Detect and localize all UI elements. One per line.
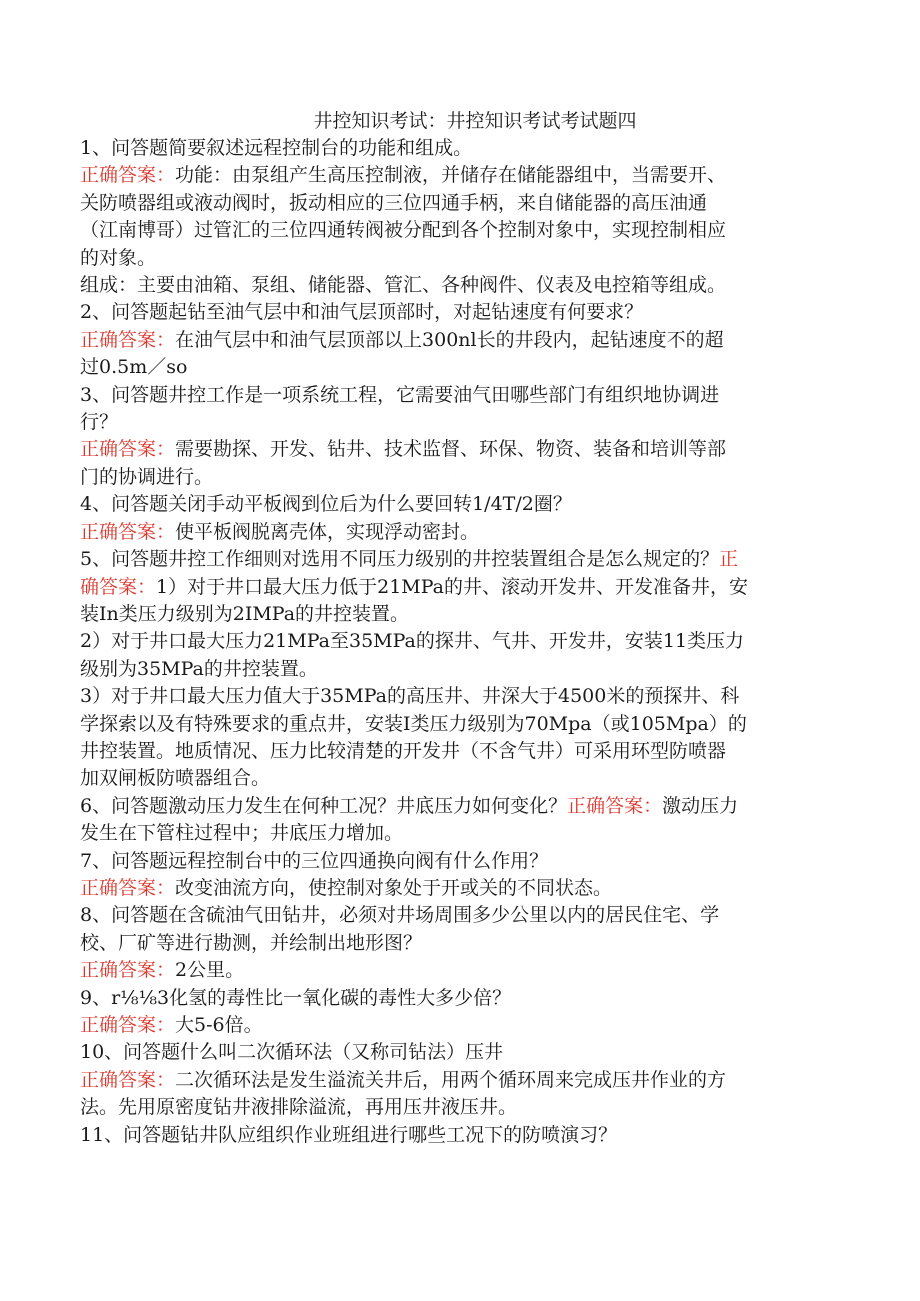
line-text: 关防喷器组或液动阀时，扳动相应的三位四通手柄，来自储能器的高压油通	[80, 191, 708, 214]
answer-label: 正确答案：	[80, 959, 176, 982]
line-text: 10、问答题什么叫二次循环法（又称司钻法）压井	[80, 1041, 504, 1064]
line-text: 激动压力	[662, 794, 739, 817]
text-line	[80, 1067, 830, 1094]
line-text: 法。先用原密度钻井液排除溢流，再用压井液压井。	[80, 1096, 518, 1119]
line-text: 装In类压力级别为2IMPa的井控装置。	[80, 602, 410, 625]
document-title: 井控知识考试：井控知识考试考试题四	[313, 110, 637, 132]
text-line	[80, 464, 830, 491]
line-text: 学探索以及有特殊要求的重点井，安装I类压力级别为70Mpa（或105Mpa）的	[80, 712, 747, 735]
document-page	[80, 108, 830, 1149]
text-line	[80, 245, 830, 272]
text-line	[80, 217, 830, 244]
text-line	[80, 135, 830, 162]
line-text: 校、厂矿等进行勘测，并绘制出地形图？	[80, 931, 423, 954]
text-line	[80, 765, 830, 792]
line-text: 7、问答题远程控制台中的三位四通换向阀有什么作用？	[80, 849, 549, 872]
line-text: 5、问答题井控工作细则对选用不同压力级别的井控装置组合是怎么规定的？	[80, 548, 720, 571]
answer-label: 正确答案：	[80, 876, 176, 899]
line-text: 加双闸板防喷器组合。	[80, 767, 271, 790]
text-line	[80, 382, 830, 409]
text-line	[80, 930, 830, 957]
text-line	[80, 1012, 830, 1039]
line-text: 2、问答题起钻至油气层中和油气层顶部时，对起钻速度有何要求？	[80, 301, 644, 324]
answer-label: 正确答案：	[80, 1068, 176, 1091]
text-line	[80, 793, 830, 820]
line-text: 功能：由泵组产生高压控制液，并储存在储能器组中，当需要开、	[175, 164, 727, 187]
text-line	[80, 820, 830, 847]
text-line	[80, 546, 830, 573]
line-text: 8、问答题在含硫油气田钻井，必须对井场周围多少公里以内的居民住宅、学	[80, 904, 720, 927]
text-line	[80, 601, 830, 628]
text-line	[80, 574, 830, 601]
text-line	[80, 409, 830, 436]
answer-label: 正确答案：	[80, 1014, 176, 1036]
text-line	[80, 711, 830, 738]
line-text: 组成：主要由油箱、泵组、储能器、管汇、各种阀件、仪表及电控箱等组成。	[80, 274, 727, 297]
text-line	[80, 848, 830, 875]
answer-label: 正	[719, 548, 739, 571]
line-text: 4、问答题关闭手动平板阀到位后为什么要回转1/4T/2圈？	[80, 493, 572, 516]
text-line	[80, 190, 830, 217]
line-text: 级别为35MPa的井控装置。	[80, 657, 318, 680]
line-text: 1）对于井口最大压力低于21MPa的井、滚动开发井、开发准备井，安	[156, 575, 748, 598]
line-text: 9、r⅛⅛3化氢的毒性比一氧化碳的毒性大多少倍？	[80, 986, 512, 1009]
text-line	[80, 985, 830, 1012]
answer-label: 正确答案：	[567, 794, 663, 817]
line-text: 11、问答题钻井队应组织作业班组进行哪些工况下的防喷演习？	[80, 1123, 618, 1146]
text-line	[80, 491, 830, 518]
line-text: 2）对于井口最大压力21MPa至35MPa的探井、气井、开发井，安装11类压力	[80, 630, 745, 653]
text-line	[80, 628, 830, 655]
line-text: 在油气层中和油气层顶部以上300nl长的井段内，起钻速度不的超	[175, 328, 724, 351]
answer-label: 正确答案：	[80, 328, 176, 351]
text-line	[80, 1122, 830, 1149]
text-line	[80, 436, 830, 463]
answer-label: 正确答案：	[80, 164, 176, 187]
line-text: 3）对于井口最大压力值大于35MPa的高压井、井深大于4500米的预探井、科	[80, 685, 740, 708]
line-text: 改变油流方向，使控制对象处于开或关的不同状态。	[175, 876, 613, 899]
line-text: 1、问答题简要叙述远程控制台的功能和组成。	[80, 137, 473, 159]
line-text: 门的协调进行。	[80, 465, 214, 488]
text-line	[80, 162, 830, 189]
line-text: 大5-6倍。	[175, 1014, 263, 1036]
text-line	[80, 1039, 830, 1066]
line-text: 过0.5m／so	[80, 356, 188, 379]
text-line	[80, 656, 830, 683]
line-text: 行？	[80, 411, 119, 434]
line-text: 6、问答题激动压力发生在何种工况？井底压力如何变化？	[80, 794, 568, 817]
line-text: （江南博哥）过管汇的三位四通转阀被分配到各个控制对象中，实现控制相应	[80, 219, 727, 242]
line-text: 井控装置。地质情况、压力比较清楚的开发井（不含气井）可采用环型防喷器	[80, 739, 727, 762]
text-line	[80, 519, 830, 546]
text-line	[80, 957, 830, 984]
line-text: 需要勘探、开发、钻井、技术监督、环保、物资、装备和培训等部	[175, 438, 727, 461]
answer-label: 正确答案：	[80, 438, 176, 461]
text-line	[80, 327, 830, 354]
text-line	[80, 1094, 830, 1121]
line-text: 2公里。	[175, 959, 245, 982]
text-line	[80, 272, 830, 299]
line-text: 发生在下管柱过程中；井底压力增加。	[80, 822, 404, 845]
text-line	[80, 354, 830, 381]
text-line	[80, 875, 830, 902]
answer-label: 确答案：	[80, 575, 157, 598]
text-line	[80, 738, 830, 765]
answer-label: 正确答案：	[80, 520, 176, 543]
document-body	[80, 135, 830, 1149]
line-text: 使平板阀脱离壳体，实现浮动密封。	[175, 520, 480, 543]
line-text: 二次循环法是发生溢流关井后，用两个循环周来完成压井作业的方	[175, 1068, 727, 1091]
text-line	[80, 299, 830, 326]
text-line	[80, 683, 830, 710]
line-text: 的对象。	[80, 246, 157, 269]
line-text: 3、问答题井控工作是一项系统工程，它需要油气田哪些部门有组织地协调进	[80, 383, 720, 406]
text-line	[80, 902, 830, 929]
